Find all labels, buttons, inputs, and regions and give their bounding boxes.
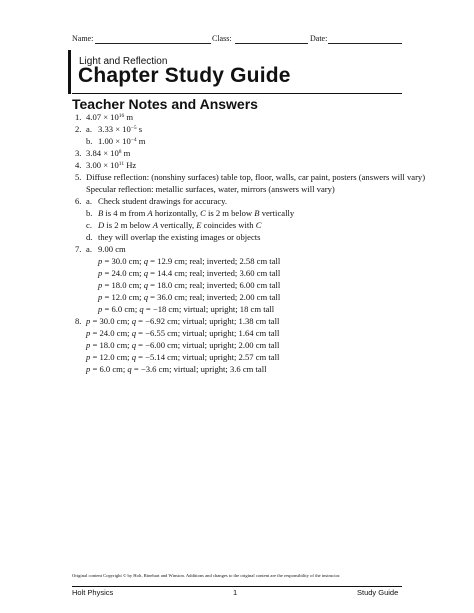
answer-8-row: p = 30.0 cm; q = −6.92 cm; virtual; upright; 1.38 cm tall [86,316,280,326]
answer-8-row: p = 24.0 cm; q = −6.55 cm; virtual; upright; 1.64 cm tall [86,328,280,338]
footer-doc-type: Study Guide [357,588,399,597]
class-label: Class: [212,34,232,43]
answer-6c: D is 2 m below A vertically, E coincides with C [98,220,262,230]
answer-1: $4.07 \times 10^{16}$ m [86,112,134,122]
page-number: 1 [233,588,238,597]
answer-7-row: p = 18.0 cm; q = 18.0 cm; real; inverted; 6.00 cm tall [98,280,281,290]
answer-2b: $1.00 \times 10^{-4}$ m [98,136,146,146]
footer-rule [72,586,402,587]
answer-6-number: 6. [75,196,82,206]
answer-4-number: 4. [75,160,82,170]
answer-5-number: 5. [75,172,82,182]
answer-8-row: p = 12.0 cm; q = −5.14 cm; virtual; upright; 2.57 cm tall [86,352,280,362]
answer-7-row: p = 6.0 cm; q = −18 cm; virtual; upright; 18 cm tall [98,304,275,314]
name-blank [95,43,211,44]
answer-7-row: p = 30.0 cm; q = 12.9 cm; real; inverted; 2.58 cm tall [98,256,281,266]
answer-5-specular: Specular reflection: metallic surfaces, water, mirrors (answers will vary) [86,184,335,194]
answer-6d: they will overlap the existing images or objects [98,232,261,242]
copyright-notice: Original content Copyright © by Holt, Rinehart and Winston. Additions and changes to the original content are the responsibility of the instructor. [72,573,341,578]
title-rule [72,93,402,94]
date-label: Date: [310,34,328,43]
answer-7a-letter: a. [86,244,92,254]
answer-8-row: p = 6.0 cm; q = −3.6 cm; virtual; upright; 3.6 cm tall [86,364,267,374]
answer-3: $3.84 \times 10^8$ m [86,148,131,158]
answer-2b-letter: b. [86,136,93,146]
answer-4: $3.00 \times 10^{11}$ Hz [86,160,137,170]
answer-8-number: 8. [75,316,82,326]
answer-6a: Check student drawings for accuracy. [98,196,228,206]
answer-2a-letter: a. [86,124,92,134]
class-blank [235,43,308,44]
answer-2a: $3.33 \times 10^{-5}$ s [98,124,143,134]
footer-book-title: Holt Physics [72,588,114,597]
answer-5-diffuse: Diffuse reflection: (nonshiny surfaces) table top, floor, walls, car paint, posters (answers will vary) [86,172,426,182]
answer-7-row: p = 24.0 cm; q = 14.4 cm; real; inverted; 3.60 cm tall [98,268,281,278]
answer-7-row: p = 12.0 cm; q = 36.0 cm; real; inverted; 2.00 cm tall [98,292,281,302]
page-title: Chapter Study Guide [78,64,291,87]
answer-6b-letter: b. [86,208,93,218]
answer-6a-letter: a. [86,196,92,206]
answer-7a: 9.00 cm [98,244,126,254]
date-blank [328,43,402,44]
answer-1-number: 1. [75,112,82,122]
section-title: Teacher Notes and Answers [72,96,258,112]
answer-6c-letter: c. [86,220,92,230]
answer-3-number: 3. [75,148,82,158]
answer-6d-letter: d. [86,232,93,242]
answer-7-number: 7. [75,244,82,254]
subject-label: Light and Reflection [79,56,168,67]
answer-2-number: 2. [75,124,82,134]
title-bar [68,50,71,94]
name-label: Name: [72,34,94,43]
answer-8-row: p = 18.0 cm; q = −6.00 cm; virtual; upright; 2.00 cm tall [86,340,280,350]
answer-6b: B is 4 m from A horizontally, C is 2 m below B vertically [98,208,295,218]
